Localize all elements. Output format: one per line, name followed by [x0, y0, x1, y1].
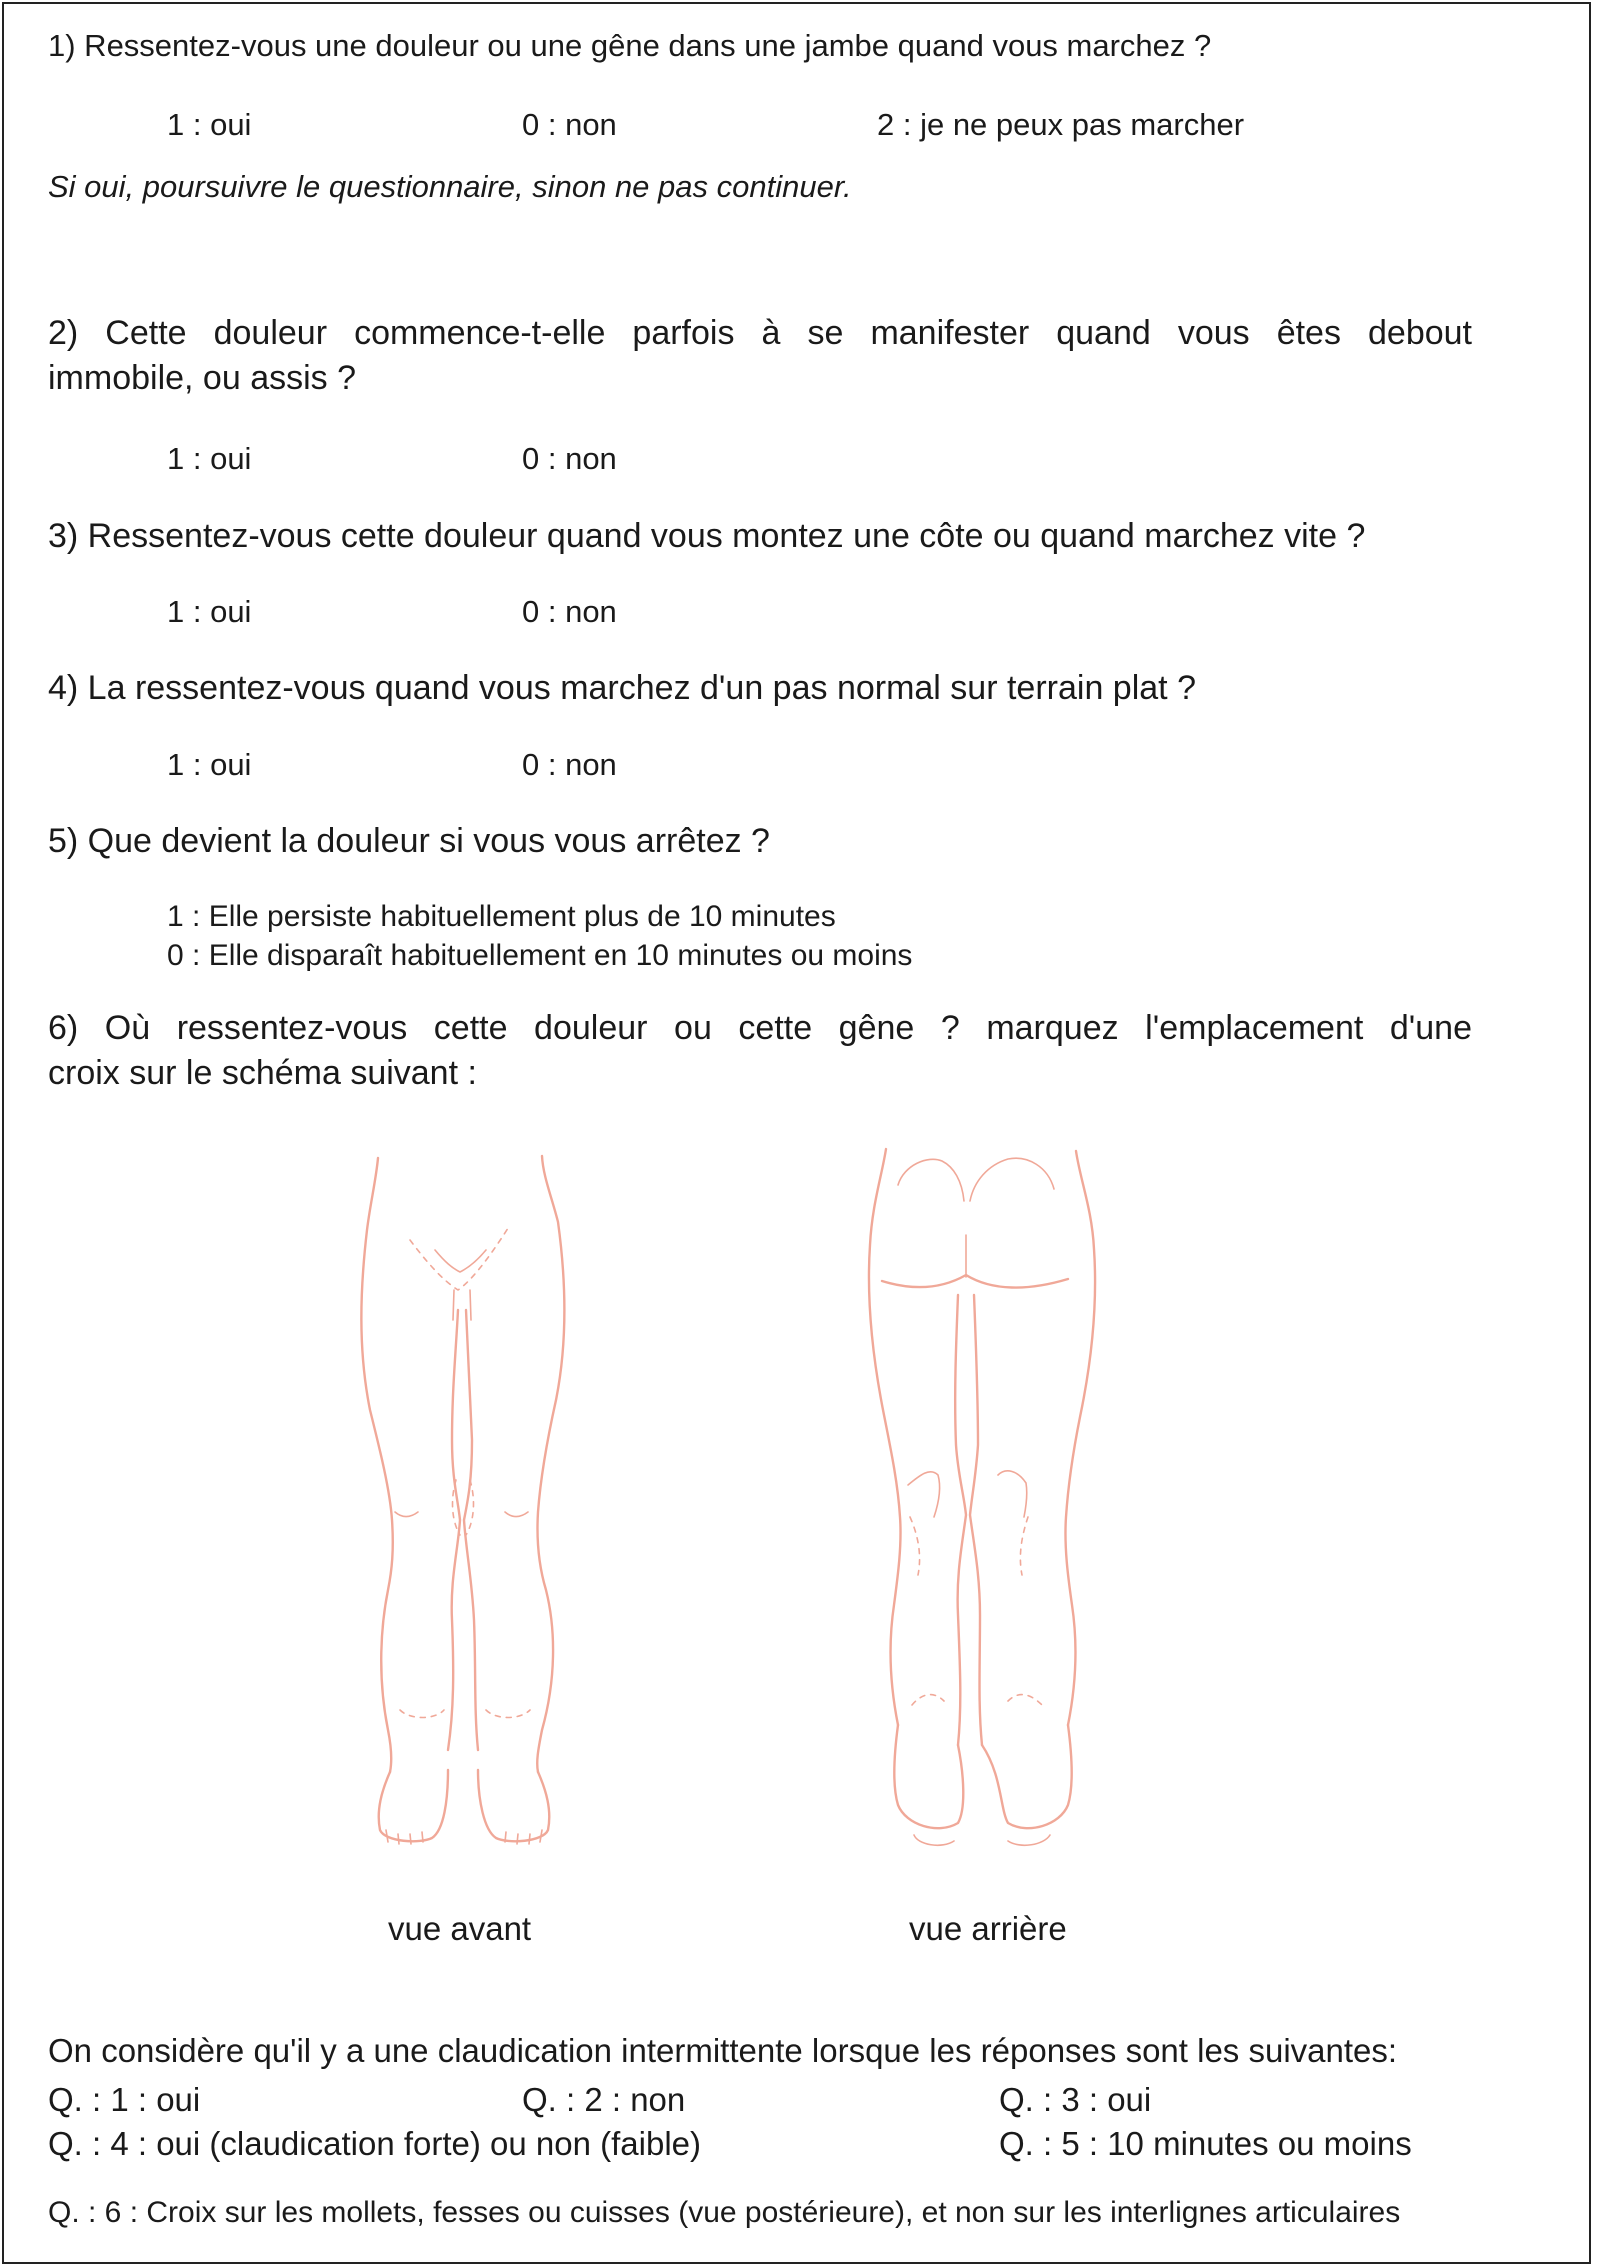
q3-option-yes[interactable]: 1 : oui: [167, 594, 252, 629]
q1-note: Si oui, poursuivre le questionnaire, sinon ne pas continuer.: [48, 169, 852, 204]
question-5: 5) Que devient la douleur si vous vous arrêtez ?: [48, 822, 770, 860]
q2-option-yes[interactable]: 1 : oui: [167, 441, 252, 476]
front-view-label: vue avant: [388, 1910, 532, 1947]
question-1: 1) Ressentez-vous une douleur ou une gêne dans une jambe quand vous marchez ?: [48, 28, 1212, 63]
q1-option-no[interactable]: 0 : non: [522, 107, 617, 142]
criteria-q5: Q. : 5 : 10 minutes ou moins: [999, 2125, 1412, 2162]
criteria-q3: Q. : 3 : oui: [999, 2081, 1152, 2118]
question-6-line-1: 6) Où ressentez-vous cette douleur ou cette gêne ? marquez l'emplacement d'une: [48, 1009, 1472, 1047]
back-view-legs-illustration[interactable]: [858, 1145, 1118, 1855]
front-view-legs-illustration[interactable]: [340, 1150, 600, 1850]
question-4: 4) La ressentez-vous quand vous marchez d'un pas normal sur terrain plat ?: [48, 669, 1196, 707]
question-3: 3) Ressentez-vous cette douleur quand vous montez une côte ou quand marchez vite ?: [48, 517, 1366, 555]
q1-option-cannot-walk[interactable]: 2 : je ne peux pas marcher: [877, 107, 1245, 142]
criteria-q1: Q. : 1 : oui: [48, 2081, 201, 2118]
criteria-q4: Q. : 4 : oui (claudication forte) ou non (faible): [48, 2125, 702, 2162]
back-view-label: vue arrière: [909, 1910, 1067, 1947]
q1-option-yes[interactable]: 1 : oui: [167, 107, 252, 142]
q4-option-yes[interactable]: 1 : oui: [167, 747, 252, 782]
question-6-line-2: croix sur le schéma suivant :: [48, 1054, 477, 1092]
question-2-line-1: 2) Cette douleur commence-t-elle parfois à se manifester quand vous êtes debout: [48, 314, 1472, 352]
q5-option-disappears[interactable]: 0 : Elle disparaît habituellement en 10 minutes ou moins: [167, 939, 913, 972]
q4-option-no[interactable]: 0 : non: [522, 747, 617, 782]
criteria-intro: On considère qu'il y a une claudication intermittente lorsque les réponses sont les suivantes:: [48, 2032, 1398, 2069]
criteria-q6: Q. : 6 : Croix sur les mollets, fesses ou cuisses (vue postérieure), et non sur les interlignes articulaires: [48, 2196, 1401, 2229]
q5-option-persists[interactable]: 1 : Elle persiste habituellement plus de 10 minutes: [167, 900, 836, 933]
q3-option-no[interactable]: 0 : non: [522, 594, 617, 629]
q2-option-no[interactable]: 0 : non: [522, 441, 617, 476]
question-2-line-2: immobile, ou assis ?: [48, 359, 357, 397]
criteria-q2: Q. : 2 : non: [522, 2081, 686, 2118]
